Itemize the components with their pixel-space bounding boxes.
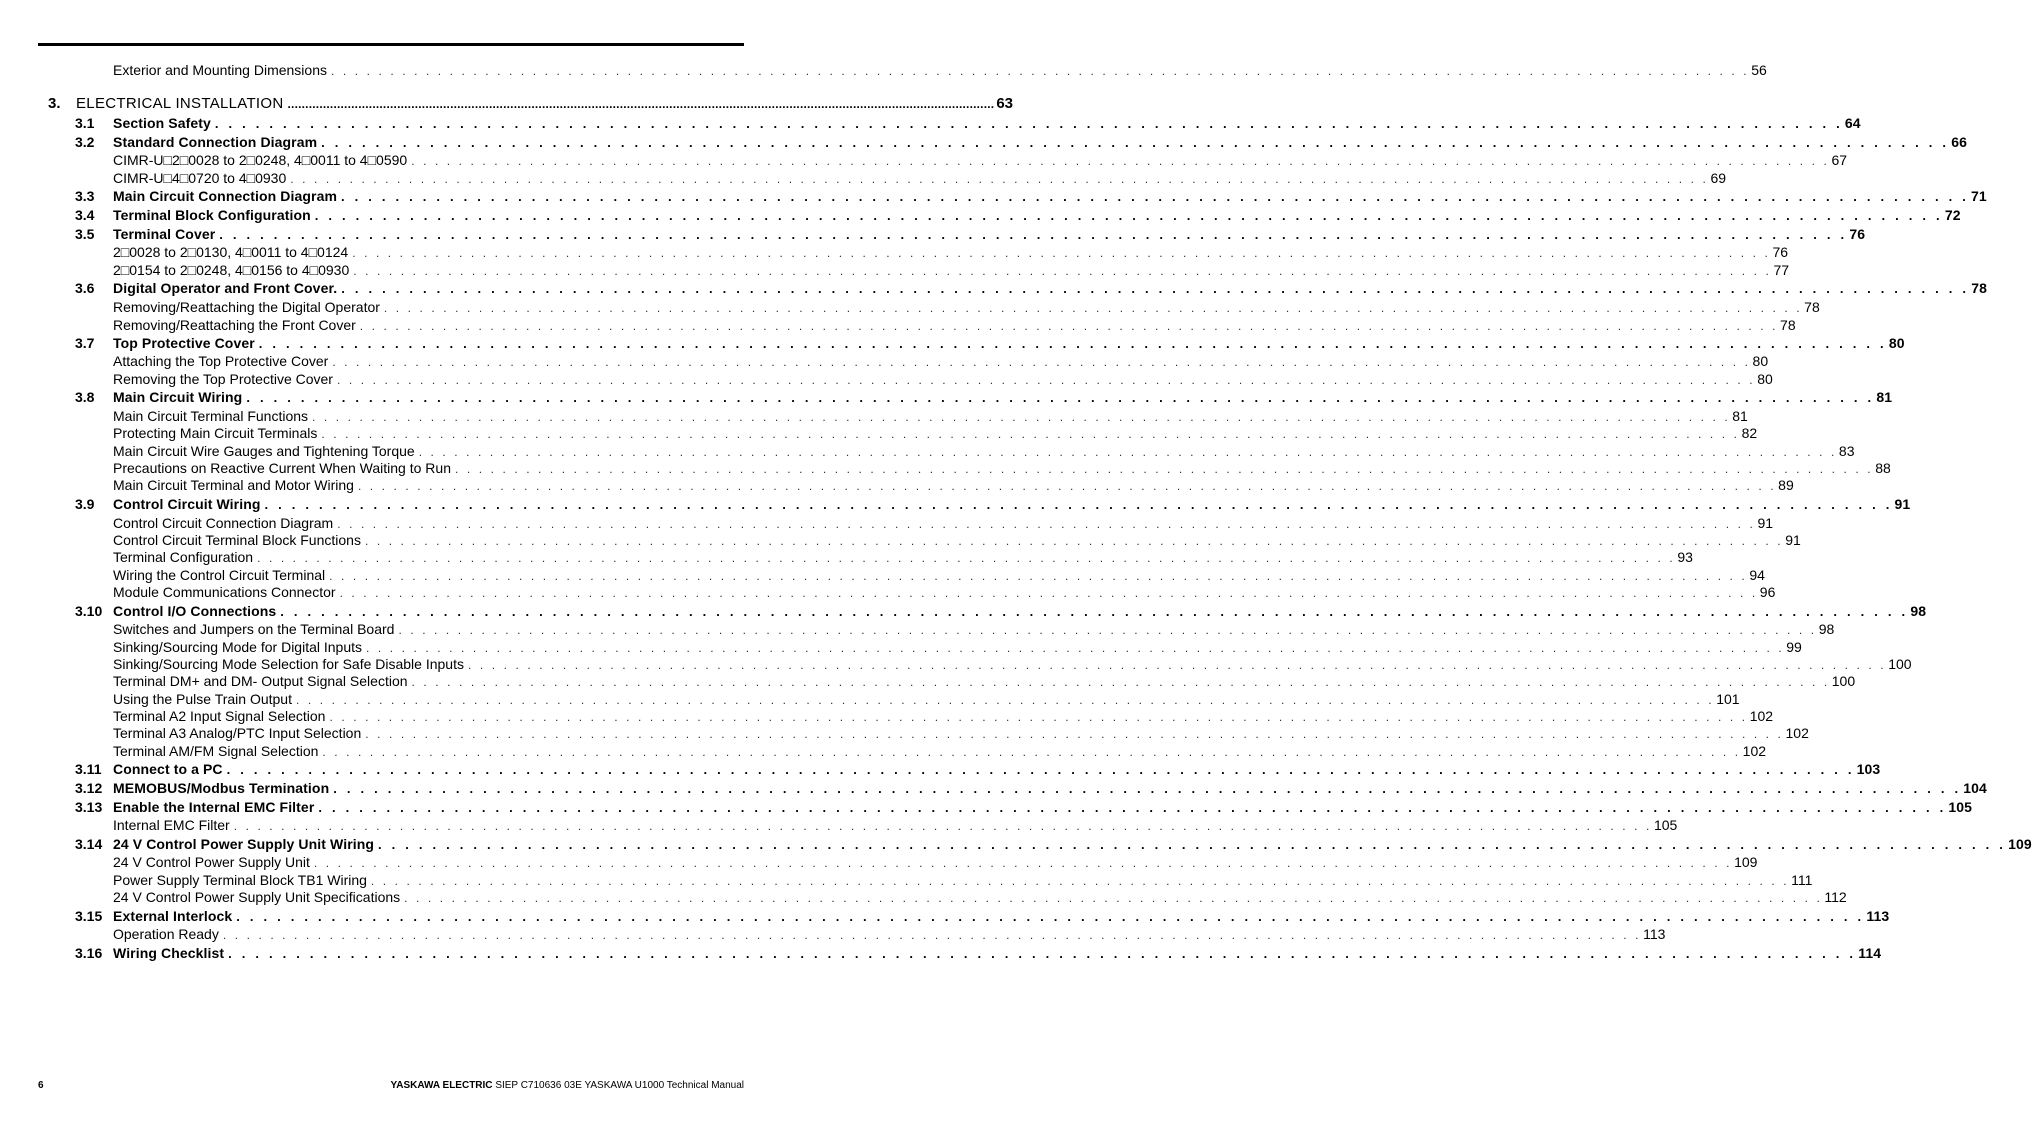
toc-number: 3.9 (75, 496, 95, 512)
toc-number: 3.16 (75, 945, 103, 961)
toc-page-number: 99 (1786, 639, 1802, 655)
toc-title: Terminal AM/FM Signal Selection (113, 743, 319, 759)
toc-page-number: 80 (1757, 371, 1773, 387)
dot-leader: . . . . . . . . . . . . . . . . . . . . . . . . . . . . . . . . . . . . . . . . . . . . . . . . . . . . . . . . . . . . . . . . . . . . . . . . . . . . . . . . . . . . . . . . . . . . . . . . . . . . . . . . . . . . . . . . . . . . . . . . (366, 641, 1785, 655)
toc-subsection[interactable] (0, 460, 1891, 477)
dot-leader: . . . . . . . . . . . . . . . . . . . . . . . . . . . . . . . . . . . . . . . . . . . . . . . . . . . . . . . . . . . . . . . . . . . . . . . . . . . . . . . . . . . . . . . . . . . . . . . . . . . . . . . . . . . . . . . . . . . . . . . . (313, 856, 1733, 870)
dot-leader: . . . . . . . . . . . . . . . . . . . . . . . . . . . . . . . . . . . . . . . . . . . . . . . . . . . . . . . . . . . . . . . . . . . . . . . . . . . . . . . . . . . . . . . . . . . . . . . . . . . . . . . . . . . . . . . . . . . . . . . . (339, 586, 1758, 600)
dot-leader: . . . . . . . . . . . . . . . . . . . . . . . . . . . . . . . . . . . . . . . . . . . . . . . . . . . . . . . . . . . . . . . . . . . . . . . . . . . . . . . . . . . . . . . . . . . . . . . . . . . . . . . . . . . . . . . . . . . . . . . . (383, 301, 1803, 315)
toc-entry (113, 872, 1813, 890)
toc-page-number: 98 (1818, 621, 1835, 637)
toc-section[interactable] (0, 188, 1987, 205)
toc-entry (113, 389, 1893, 406)
dot-leader: . . . . . . . . . . . . . . . . . . . . . . . . . . . . . . . . . . . . . . . . . . . . . . . . . . . . . . . . . . . . . . . . . . . . . . . . . . . . . . . . . . . . . . . . . . . . . . . . . . . . . . . . . . . . . . . . . . . . . . . . (404, 891, 1823, 905)
toc-subsection[interactable] (0, 317, 1796, 334)
toc-subsection[interactable] (0, 817, 1678, 834)
dot-leader: . . . . . . . . . . . . . . . . . . . . . . . . . . . . . . . . . . . . . . . . . . . . . . . . . . . . . . . . . . . . . . . . . . . . . . . . . . . . . . . . . . . . . . . . . . . . . . . . . . . . . . . . . . . . . . . . . . . . . . . . (359, 319, 1779, 333)
toc-entry (113, 691, 1740, 709)
toc-page-number: 78 (1971, 280, 1988, 296)
toc-entry (76, 95, 1013, 113)
toc-title: MEMOBUS/Modbus Termination (113, 780, 330, 796)
toc-page-number: 80 (1752, 353, 1769, 369)
toc-section[interactable] (0, 134, 1967, 151)
toc-number: 3.6 (75, 280, 95, 296)
dot-leader: . . . . . . . . . . . . . . . . . . . . . . . . . . . . . . . . . . . . . . . . . . . . . . . . . . . . . . . . . . . . . . . . . . . . . . . . . . . . . . . . . . . . . . . . . . . . . . . . . . . . . . . . . . . . . . . . . . . . . . . . (214, 116, 1843, 131)
footer-manual-id: SIEP C710636 03E YASKAWA U1000 Technical Manual (495, 1080, 744, 1091)
toc-title: Top Protective Cover (113, 335, 255, 351)
toc-entry (113, 908, 1890, 925)
dot-leader: . . . . . . . . . . . . . . . . . . . . . . . . . . . . . . . . . . . . . . . . . . . . . . . . . . . . . . . . . . . . . . . . . . . . . . . . . . . . . . . . . . . . . . . . . . . . . . . . . . . . . . . . . . . . . . . . . . . . . . . . (332, 355, 1751, 369)
dot-leader: . . . . . . . . . . . . . . . . . . . . . . . . . . . . . . . . . . . . . . . . . . . . . . . . . . . . . . . . . . . . . . . . . . . . . . . . . . . . . . . . . . . . . . . . . . . . . . . . . . . . . . . . . . . . . . . . . . . . . . . . (411, 154, 1830, 168)
toc-title: Exterior and Mounting Dimensions (113, 62, 327, 78)
toc-page-number: 76 (1772, 244, 1789, 260)
dot-leader: . . . . . . . . . . . . . . . . . . . . . . . . . . . . . . . . . . . . . . . . . . . . . . . . . . . . . . . . . . . . . . . . . . . . . . . . . . . . . . . . . . . . . . . . . . . . . . . . . . . . . . . . . . . . . . . . . . . . . . . . (258, 336, 1887, 351)
dot-leader: . . . . . . . . . . . . . . . . . . . . . . . . . . . . . . . . . . . . . . . . . . . . . . . . . . . . . . . . . . . . . . . . . . . . . . . . . . . . . . . . . . . . . . . . . . . . . . . . . . . . . . . . . . . . . . . . . . . . . . . . (321, 427, 1740, 441)
toc-title: Terminal A2 Input Signal Selection (113, 708, 326, 724)
dot-leader: . . . . . . . . . . . . . . . . . . . . . . . . . . . . . . . . . . . . . . . . . . . . . . . . . . . . . . . . . . . . . . . . . . . . . . . . . . . . . . . . . . . . . . . . . . . . . . . . . . . . . . . . . . . . . . . . . . . . . . . . (353, 264, 1772, 278)
toc-entry (113, 115, 1861, 132)
toc-entry (113, 549, 1693, 567)
toc-title: Sinking/Sourcing Mode for Digital Inputs (113, 639, 363, 655)
toc-title: Wiring the Control Circuit Terminal (113, 567, 326, 583)
toc-page-number: 66 (1951, 134, 1967, 150)
footer-document-title (390, 1080, 744, 1091)
toc-title: Removing/Reattaching the Digital Operator (113, 299, 380, 315)
toc-section[interactable] (0, 280, 1988, 297)
toc-entry (113, 780, 1987, 797)
toc-title: Terminal Block Configuration (113, 207, 311, 223)
toc-entry (113, 854, 1758, 872)
toc-page-number: 101 (1716, 691, 1740, 707)
toc-page-number: 82 (1741, 425, 1758, 441)
toc-page-number: 76 (1849, 226, 1866, 242)
toc-section[interactable] (0, 603, 1927, 620)
toc-number: 3.11 (75, 761, 102, 777)
toc-page-number: 93 (1677, 549, 1693, 565)
toc-page-number: 72 (1944, 207, 1961, 223)
toc-subsection[interactable] (0, 639, 1802, 656)
dot-leader: . . . . . . . . . . . . . . . . . . . . . . . . . . . . . . . . . . . . . . . . . . . . . . . . . . . . . . . . . . . . . . . . . . . . . . . . . . . . . . . . . . . . . . . . . . . . . . . . . . . . . . . . . . . . . . . . . . . . . . . . (418, 445, 1837, 459)
dot-leader: . . . . . . . . . . . . . . . . . . . . . . . . . . . . . . . . . . . . . . . . . . . . . . . . . . . . . . . . . . . . . . . . . . . . . . . . . . . . . . . . . . . . . . . . . . . . . . . . . . . . . . . . . . . . . . . . . . . . . . . . (398, 623, 1817, 637)
toc-page-number: 64 (1844, 115, 1861, 131)
toc-subsection[interactable] (0, 262, 1790, 279)
toc-page-number: 80 (1888, 335, 1905, 351)
toc-number: 3.5 (75, 226, 95, 242)
toc-entry (113, 799, 1973, 816)
toc-section[interactable] (0, 780, 1987, 797)
toc-page-number: 78 (1780, 317, 1796, 333)
dot-leader: . . . . . . . . . . . . . . . . . . . . . . . . . . . . . . . . . . . . . . . . . . . . . . . . . . . . . . . . . . . . . . . . . . . . . . . . . . . . . . . . . . . . . . . . . . . . . . . . . . . . . . . . . . . . . . . . . . . . . . . . (333, 781, 1962, 796)
dot-leader: . . . . . . . . . . . . . . . . . . . . . . . . . . . . . . . . . . . . . . . . . . . . . . . . . . . . . . . . . . . . . . . . . . . . . . . . . . . . . . . . . . . . . . . . . . . . . . . . . . . . . . . . . . . . . . . . . . . . . . . . (352, 246, 1771, 260)
toc-page-number: 102 (1742, 743, 1767, 759)
toc-title: ELECTRICAL INSTALLATION (76, 95, 284, 112)
toc-title: Main Circuit Wire Gauges and Tightening Torque (113, 443, 415, 459)
toc-title: 2□0028 to 2□0130, 4□0011 to 4□0124 (113, 244, 349, 260)
dot-leader: . . . . . . . . . . . . . . . . . . . . . . . . . . . . . . . . . . . . . . . . . . . . . . . . . . . . . . . . . . . . . . . . . . . . . . . . . . . . . . . . . . . . . . . . . . . . . . . . . . . . . . . . . . . . . . . . . . . . . . . . (257, 551, 1676, 565)
toc-subsection[interactable] (0, 152, 1848, 169)
toc-entry (113, 134, 1967, 151)
toc-entry (113, 460, 1891, 478)
toc-title: Main Circuit Terminal and Motor Wiring (113, 477, 354, 493)
toc-section[interactable] (0, 335, 1905, 352)
toc-entry (113, 708, 1774, 726)
dot-leader: . . . . . . . . . . . . . . . . . . . . . . . . . . . . . . . . . . . . . . . . . . . . . . . . . . . . . . . . . . . . . . . . . . . . . . . . . . . . . . . . . . . . . . . . . . . . . . . . . . . . . . . . . . . . . . . . . . . . . . . . (337, 517, 1756, 531)
toc-subsection[interactable] (0, 621, 1835, 638)
toc-title: Protecting Main Circuit Terminals (113, 425, 318, 441)
toc-title: 24 V Control Power Supply Unit (113, 854, 310, 870)
dot-leader: . . . . . . . . . . . . . . . . . . . . . . . . . . . . . . . . . . . . . . . . . . . . . . . . . . . . . . . . . . . . . . . . . . . . . . . . . . . . . . . . . . . . . . . . . . . . . . . . . . . . . . . . . . . . . . . . . . . . . . . . (329, 569, 1748, 583)
toc-title: Removing the Top Protective Cover (113, 371, 333, 387)
toc-subsection[interactable] (0, 549, 1693, 566)
toc-title: Power Supply Terminal Block TB1 Wiring (113, 872, 367, 888)
toc-number: 3.1 (75, 115, 95, 131)
dot-leader: . . . . . . . . . . . . . . . . . . . . . . . . . . . . . . . . . . . . . . . . . . . . . . . . . . . . . . . . . . . . . . . . . . . . . . . . . . . . . . . . . . . . . . . . . . . . . . . . . . . . . . . . . . . . . . . . . . . . . . . . (331, 64, 1750, 78)
toc-entry (113, 567, 1765, 585)
toc-number: 3.3 (75, 188, 95, 204)
toc-entry (113, 408, 1748, 426)
toc-title: Internal EMC Filter (113, 817, 230, 833)
toc-title: 24 V Control Power Supply Unit Specifications (113, 889, 401, 905)
toc-chapter[interactable] (0, 95, 1013, 112)
toc-page-number: 102 (1749, 708, 1774, 724)
toc-title: Terminal A3 Analog/PTC Input Selection (113, 725, 362, 741)
page-number: 6 (38, 1080, 44, 1091)
toc-number: 3.2 (75, 134, 95, 150)
toc-page-number: 91 (1757, 515, 1774, 531)
dot-leader: . . . . . . . . . . . . . . . . . . . . . . . . . . . . . . . . . . . . . . . . . . . . . . . . . . . . . . . . . . . . . . . . . . . . . . . . . . . . . . . . . . . . . . . . . . . . . . . . . . . . . . . . . . . . . . . . . . . . . . . . (378, 837, 2007, 852)
toc-entry (113, 532, 1801, 550)
toc-subsection[interactable] (0, 567, 1765, 584)
toc-entry (113, 152, 1848, 170)
toc-number: 3.15 (75, 908, 103, 924)
toc-entry (113, 926, 1666, 944)
dot-leader: . . . . . . . . . . . . . . . . . . . . . . . . . . . . . . . . . . . . . . . . . . . . . . . . . . . . . . . . . . . . . . . . . . . . . . . . . . . . . . . . . . . . . . . . . . . . . . . . . . . . . . . . . . . . . . . . . . . . . . . . (314, 208, 1943, 223)
toc-entry (113, 188, 1987, 205)
toc-page-number: 112 (1824, 889, 1847, 905)
toc-title: Digital Operator and Front Cover. (113, 280, 338, 296)
toc-page-number: 89 (1778, 477, 1794, 493)
dot-leader: . . . . . . . . . . . . . . . . . . . . . . . . . . . . . . . . . . . . . . . . . . . . . . . . . . . . . . . . . . . . . . . . . . . . . . . . . . . . . . . . . . . . . . . . . . . . . . . . . . . . . . . . . . . . . . . . . . . . . . . . (329, 710, 1748, 724)
toc-entry (113, 443, 1855, 461)
toc-page-number: 105 (1948, 799, 1973, 815)
toc-subsection[interactable] (0, 443, 1855, 460)
toc-number: 3.7 (75, 335, 95, 351)
toc-section[interactable] (0, 389, 1893, 406)
toc-section[interactable] (0, 945, 1882, 962)
toc-page-number: 71 (1971, 188, 1987, 204)
toc-entry (113, 603, 1927, 620)
toc-page-number: 102 (1785, 725, 1809, 741)
toc-page-number: 67 (1831, 152, 1848, 168)
toc-entry (113, 62, 1767, 80)
toc-number: 3.14 (75, 836, 103, 852)
toc-title: Terminal Cover (113, 226, 216, 242)
toc-title: Main Circuit Wiring (113, 389, 243, 405)
toc-subsection[interactable] (0, 691, 1740, 708)
toc-page-number: 96 (1759, 584, 1776, 600)
toc-subsection[interactable] (0, 926, 1666, 943)
toc-title: External Interlock (113, 908, 233, 924)
toc-title: Enable the Internal EMC Filter (113, 799, 315, 815)
toc-entry (113, 725, 1809, 743)
toc-title: Switches and Jumpers on the Terminal Board (113, 621, 395, 637)
toc-number: 3.13 (75, 799, 103, 815)
toc-subsection[interactable] (0, 62, 1767, 79)
toc-title: Main Circuit Terminal Functions (113, 408, 309, 424)
toc-page-number: 83 (1838, 443, 1855, 459)
toc-subsection[interactable] (0, 371, 1773, 388)
toc-page-number: 88 (1875, 460, 1891, 476)
toc-subsection[interactable] (0, 425, 1758, 442)
toc-entry (113, 945, 1882, 962)
dot-leader: . . . . . . . . . . . . . . . . . . . . . . . . . . . . . . . . . . . . . . . . . . . . . . . . . . . . . . . . . . . . . . . . . . . . . . . . . . . . . . . . . . . . . . . . . . . . . . . . . . . . . . . . . . . . . . . . . . . . . . . . (233, 819, 1652, 833)
toc-entry (113, 335, 1905, 352)
toc-entry (113, 584, 1776, 602)
toc-section[interactable] (0, 226, 1866, 243)
toc-title: Removing/Reattaching the Front Cover (113, 317, 356, 333)
dot-leader: . . . . . . . . . . . . . . . . . . . . . . . . . . . . . . . . . . . . . . . . . . . . . . . . . . . . . . . . . . . . . . . . . . . . . . . . . . . . . . . . . . . . . . . . . . . . . . . . . . . . . . . . . . . . . . . . . . . . . . . . (357, 479, 1777, 493)
toc-title: Precautions on Reactive Current When Waiting to Run (113, 460, 451, 476)
toc-title: Attaching the Top Protective Cover (113, 353, 329, 369)
toc-entry (113, 353, 1769, 371)
toc-page-number: 109 (2008, 836, 2032, 852)
toc-title: Main Circuit Connection Diagram (113, 188, 338, 204)
toc-title: Module Communications Connector (113, 584, 336, 600)
toc-page-number: 63 (996, 95, 1013, 112)
toc-subsection[interactable] (0, 743, 1767, 760)
dot-leader: . . . . . . . . . . . . . . . . . . . . . . . . . . . . . . . . . . . . . . . . . . . . . . . . . . . . . . . . . . . . . . . . . . . . . . . . . . . . . . . . . . . . . . . . . . . . . . . . . . . . . . . . . . . . . . . . . . . . . . . . (467, 658, 1887, 672)
toc-page-number: 81 (1732, 408, 1748, 424)
toc-entry (113, 226, 1866, 243)
dot-leader: . . . . . . . . . . . . . . . . . . . . . . . . . . . . . . . . . . . . . . . . . . . . . . . . . . . . . . . . . . . . . . . . . . . . . . . . . . . . . . . . . . . . . . . . . . . . . . . . . . . . . . . . . . . . . . . . . . . . . . . . (236, 909, 1865, 924)
dot-leader: . . . . . . . . . . . . . . . . . . . . . . . . . . . . . . . . . . . . . . . . . . . . . . . . . . . . . . . . . . . . . . . . . . . . . . . . . . . . . . . . . . . . . . . . . . . . . . . . . . . . . . . . . . . . . . . . . . . . . . . . (322, 745, 1741, 759)
toc-entry (113, 244, 1789, 262)
toc-page-number: 104 (1963, 780, 1987, 796)
toc-title: 24 V Control Power Supply Unit Wiring (113, 836, 375, 852)
dot-leader: . . . . . . . . . . . . . . . . . . . . . . . . . . . . . . . . . . . . . . . . . . . . . . . . . . . . . . . . . . . . . . . . . . . . . . . . . . . . . . . . . . . . . . . . . . . . . . . . . . . . . . . . . . . . . . . . . . . . . . . . (370, 874, 1790, 888)
toc-number: 3.8 (75, 389, 95, 405)
toc-entry (113, 371, 1773, 389)
toc-entry (113, 170, 1727, 188)
toc-page-number: 113 (1643, 926, 1666, 942)
dot-leader: . . . . . . . . . . . . . . . . . . . . . . . . . . . . . . . . . . . . . . . . . . . . . . . . . . . . . . . . . . . . . . . . . . . . . . . . . . . . . . . . . . . . . . . . . . . . . . . . . . . . . . . . . . . . . . . . . . . . . . . . (246, 390, 1875, 405)
toc-page-number: 103 (1856, 761, 1881, 777)
toc-title: CIMR-U□4□0720 to 4□0930 (113, 170, 287, 186)
toc-entry (113, 262, 1790, 280)
toc-number: 3.12 (75, 780, 103, 796)
toc-title: Control Circuit Connection Diagram (113, 515, 334, 531)
dot-leader: . . . . . . . . . . . . . . . . . . . . . . . . . . . . . . . . . . . . . . . . . . . . . . . . . . . . . . . . . . . . . . . . . . . . . . . . . . . . . . . . . . . . . . . . . . . . . . . . . . . . . . . . . . . . . . . . . . . . . . . . (336, 373, 1756, 387)
dot-leader: . . . . . . . . . . . . . . . . . . . . . . . . . . . . . . . . . . . . . . . . . . . . . . . . . . . . . . . . . . . . . . . . . . . . . . . . . . . . . . . . . . . . . . . . . . . . . . . . . . . . . . . . . . . . . . . . . . . . . . . . (454, 462, 1874, 476)
toc-page-number: 94 (1749, 567, 1765, 583)
toc-title: Control Circuit Wiring (113, 496, 261, 512)
toc-page-number: 91 (1785, 532, 1801, 548)
toc-page-number: 111 (1791, 872, 1813, 888)
toc-title: Using the Pulse Train Output (113, 691, 292, 707)
toc-entry (113, 817, 1678, 835)
toc-section[interactable] (0, 115, 1861, 132)
toc-subsection[interactable] (0, 889, 1847, 906)
toc-section[interactable] (0, 207, 1961, 224)
toc-entry (113, 425, 1758, 443)
toc-subsection[interactable] (0, 170, 1727, 187)
dot-leader: . . . . . . . . . . . . . . . . . . . . . . . . . . . . . . . . . . . . . . . . . . . . . . . . . . . . . . . . . . . . . . . . . . . . . . . . . . . . . . . . . . . . . . . . . . . . . . . . . . . . . . . . . . . . . . . . . . . . . . . . (321, 135, 1950, 150)
toc-title: Section Safety (113, 115, 211, 131)
toc-number: 3.10 (75, 603, 103, 619)
toc-page-number: 100 (1831, 673, 1856, 689)
header-rule (38, 43, 744, 46)
toc-subsection[interactable] (0, 353, 1769, 370)
toc-page-number: 78 (1804, 299, 1820, 315)
toc-subsection[interactable] (0, 872, 1813, 889)
toc-subsection[interactable] (0, 408, 1748, 425)
toc-page-number: 91 (1894, 496, 1911, 512)
toc-title: Terminal Configuration (113, 549, 254, 565)
toc-subsection[interactable] (0, 673, 1856, 690)
dot-leader: . . . . . . . . . . . . . . . . . . . . . . . . . . . . . . . . . . . . . . . . . . . . . . . . . . . . . . . . . . . . . . . . . . . . . . . . . . . . . . . . . . . . . . . . . . . . . . . . . . . . . . . . . . . . . . . . . . . . . . . . (341, 281, 1970, 296)
toc-subsection[interactable] (0, 656, 1912, 673)
toc-subsection[interactable] (0, 725, 1809, 742)
dot-leader: . . . . . . . . . . . . . . . . . . . . . . . . . . . . . . . . . . . . . . . . . . . . . . . . . . . . . . . . . . . . . . . . . . . . . . . . . . . . . . . . . . . . . . . . . . . . . . . . . . . . . . . . . . . . . . . . . . . . . . . . (312, 410, 1731, 424)
toc-section[interactable] (0, 761, 1881, 778)
toc-entry (113, 673, 1856, 691)
toc-entry (113, 317, 1796, 335)
dot-leader: . . . . . . . . . . . . . . . . . . . . . . . . . . . . . . . . . . . . . . . . . . . . . . . . . . . . . . . . . . . . . . . . . . . . . . . . . . . . . . . . . . . . . . . . . . . . . . . . . . . . . . . . . . . . . . . . . . . . . . . . (280, 604, 1909, 619)
toc-subsection[interactable] (0, 244, 1789, 261)
toc-entry (113, 515, 1774, 533)
toc-subsection[interactable] (0, 515, 1774, 532)
toc-title: Terminal DM+ and DM- Output Signal Selection (113, 673, 408, 689)
toc-page-number: 100 (1888, 656, 1912, 672)
toc-page-number: 113 (1866, 908, 1890, 924)
toc-page-number: 56 (1751, 62, 1767, 78)
footer-brand: YASKAWA ELECTRIC (390, 1080, 493, 1091)
toc-entry (113, 299, 1820, 317)
toc-page-number: 98 (1910, 603, 1927, 619)
dot-leader: . . . . . . . . . . . . . . . . . . . . . . . . . . . . . . . . . . . . . . . . . . . . . . . . . . . . . . . . . . . . . . . . . . . . . . . . . . . . . . . . . . . . . . . . . . . . . . . . . . . . . . . . . . . . . . . . . . . . . . . . (411, 675, 1830, 689)
dot-leader: . . . . . . . . . . . . . . . . . . . . . . . . . . . . . . . . . . . . . . . . . . . . . . . . . . . . . . . . . . . . . . . . . . . . . . . . . . . . . . . . . . . . . . . . . . . . . . . . . . . . . . . . . . . . . . . . . . . . . . . . (341, 189, 1970, 204)
dot-leader: . . . . . . . . . . . . . . . . . . . . . . . . . . . . . . . . . . . . . . . . . . . . . . . . . . . . . . . . . . . . . . . . . . . . . . . . . . . . . . . . . . . . . . . . . . . . . . . . . . . . . . . . . . . . . . . . . . . . . . . . (290, 172, 1709, 186)
toc-section[interactable] (0, 799, 1973, 816)
dot-leader: . . . . . . . . . . . . . . . . . . . . . . . . . . . . . . . . . . . . . . . . . . . . . . . . . . . . . . . . . . . . . . . . . . . . . . . . . . . . . . . . . . . . . . . . . . . . . . . . . . . . . . . . . . . . . . . . . . . . . . . . (318, 800, 1947, 815)
toc-title: Control Circuit Terminal Block Functions (113, 532, 361, 548)
dot-leader: . . . . . . . . . . . . . . . . . . . . . . . . . . . . . . . . . . . . . . . . . . . . . . . . . . . . . . . . . . . . . . . . . . . . . . . . . . . . . . . . . . . . . . . . . . . . . . . . . . . . . . . . . . . . . . . . . . . . . . . . (296, 693, 1715, 707)
toc-subsection[interactable] (0, 854, 1758, 871)
dot-leader: . . . . . . . . . . . . . . . . . . . . . . . . . . . . . . . . . . . . . . . . . . . . . . . . . . . . . . . . . . . . . . . . . . . . . . . . . . . . . . . . . . . . . . . . . . . . . . . . . . . . . . . . . . . . . . . . . . . . . . . . (364, 534, 1784, 548)
toc-entry (113, 496, 1911, 513)
toc-entry (113, 280, 1988, 297)
dot-leader: . . . . . . . . . . . . . . . . . . . . . . . . . . . . . . . . . . . . . . . . . . . . . . . . . . . . . . . . . . . . . . . . . . . . . . . . . . . . . . . . . . . . . . . . . . . . . . . . . . . . . . . . . . . . . . . . . . . . . . . . (219, 227, 1848, 242)
toc-entry (113, 639, 1802, 657)
toc-subsection[interactable] (0, 477, 1794, 494)
toc-subsection[interactable] (0, 299, 1820, 316)
toc-subsection[interactable] (0, 708, 1774, 725)
toc-section[interactable] (0, 836, 2032, 853)
toc-title: Operation Ready (113, 926, 219, 942)
toc-subsection[interactable] (0, 532, 1801, 549)
toc-entry (113, 656, 1912, 674)
dot-leader: . . . . . . . . . . . . . . . . . . . . . . . . . . . . . . . . . . . . . . . . . . . . . . . . . . . . . . . . . . . . . . . . . . . . . . . . . . . . . . . . . . . . . . . . . . . . . . . . . . . . . . . . . . . . . . . . . . . . . . . . (365, 727, 1784, 741)
toc-title: Control I/O Connections (113, 603, 277, 619)
toc-entry (113, 621, 1835, 639)
toc-page-number: 109 (1734, 854, 1758, 870)
dot-leader: . . . . . . . . . . . . . . . . . . . . . . . . . . . . . . . . . . . . . . . . . . . . . . . . . . . . . . . . . . . . . . . . . . . . . . . . . . . . . . . . . . . . . . . . . . . . . . . . . . . . . . . . . . . . . . . . . . . . . . . . (264, 497, 1893, 512)
toc-entry (113, 836, 2032, 853)
toc-page-number: 69 (1710, 170, 1727, 186)
toc-section[interactable] (0, 496, 1911, 513)
toc-page-number: 114 (1858, 945, 1882, 961)
toc-entry (113, 477, 1794, 495)
toc-title: CIMR-U□2□0028 to 2□0248, 4□0011 to 4□0590 (113, 152, 408, 168)
dot-leader: . . . . . . . . . . . . . . . . . . . . . . . . . . . . . . . . . . . . . . . . . . . . . . . . . . . . . . . . . . . . . . . . . . . . . . . . . . . . . . . . . . . . . . . . . . . . . . . . . . . . . . . . . . . . . . . . . . . . . . . . (228, 946, 1857, 961)
toc-title: Wiring Checklist (113, 945, 225, 961)
toc-entry (113, 889, 1847, 907)
toc-title: Sinking/Sourcing Mode Selection for Safe Disable Inputs (113, 656, 464, 672)
toc-entry (113, 761, 1881, 778)
toc-page-number: 105 (1653, 817, 1678, 833)
toc-title: Standard Connection Diagram (113, 134, 318, 150)
toc-entry (113, 207, 1961, 224)
toc-title: 2□0154 to 2□0248, 4□0156 to 4□0930 (113, 262, 350, 278)
toc-section[interactable] (0, 908, 1890, 925)
dot-leader: . . . . . . . . . . . . . . . . . . . . . . . . . . . . . . . . . . . . . . . . . . . . . . . . . . . . . . . . . . . . . . . . . . . . . . . . . . . . . . . . . . . . . . . . . . . . . . . . . . . . . . . . . . . . . . . . . . . . . . . . (222, 928, 1642, 942)
toc-title: Connect to a PC (113, 761, 223, 777)
toc-page-number: 81 (1876, 389, 1893, 405)
toc-subsection[interactable] (0, 584, 1776, 601)
dot-leader: . . . . . . . . . . . . . . . . . . . . . . . . . . . . . . . . . . . . . . . . . . . . . . . . . . . . . . . . . . . . . . . . . . . . . . . . . . . . . . . . . . . . . . . . . . . . . . . . . . . . . . . . . . . . . . . . . . . . . . . . (226, 762, 1855, 777)
dot-leader: ........................................................................................................................................................................................................ (287, 97, 995, 111)
toc-number: 3.4 (75, 207, 95, 223)
toc-number: 3. (48, 95, 61, 112)
toc-page-number: 77 (1773, 262, 1790, 278)
toc-entry (113, 743, 1767, 761)
